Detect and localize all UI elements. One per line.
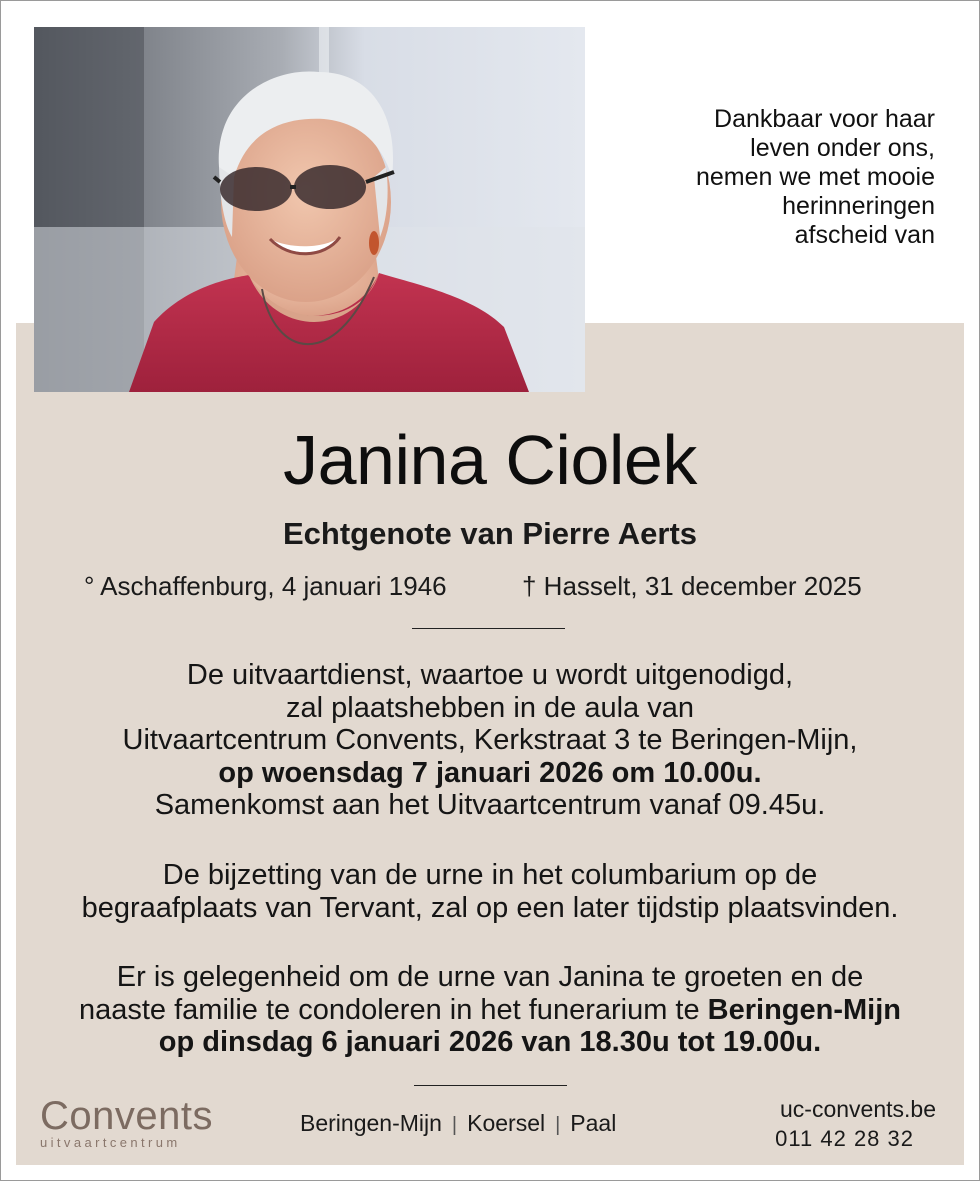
divider-top [412,628,565,629]
birth-date: ° Aschaffenburg, 4 januari 1946 [84,571,447,601]
death-date: † Hasselt, 31 december 2025 [522,571,862,601]
visitation-line [20,994,960,1027]
locations-list [300,1108,680,1140]
portrait-photo [34,27,585,392]
intro-line: afscheid van [794,221,935,249]
intro-line: Dankbaar voor haar [714,105,935,133]
visitation-block [20,961,960,1059]
intro-line: nemen we met mooie [695,163,935,191]
location-item: Paal [570,1110,617,1136]
service-line: De uitvaartdienst, waartoe u wordt uitgenodigd, [186,659,794,691]
burial-line: begraafplaats van Tervant, zal op een later tijdstip plaatsvinden. [81,891,899,924]
intro-line: leven onder ons, [750,134,935,162]
visitation-date: op dinsdag 6 januari 2026 van 18.30u tot 19.00u. [158,1026,822,1058]
burial-block [20,859,960,924]
deceased-name: Janina Ciolek [283,421,697,499]
website-link[interactable]: uc-convents.be [780,1096,936,1122]
location-separator: | [451,1114,458,1136]
contact-info [736,1094,936,1154]
intro-text [615,105,935,250]
burial-line: De bijzetting van de urne in het columbarium op de [162,859,818,891]
visitation-place: Beringen-Mijn [707,993,902,1026]
logo-word: Convents [40,1094,213,1138]
service-line: zal plaatshebben in de aula van [286,691,694,724]
location-item: Koersel [467,1110,546,1136]
convents-logo [40,1094,240,1154]
service-line: Uitvaartcentrum Convents, Kerkstraat 3 te Beringen-Mijn, [122,724,858,756]
spouse-line: Echtgenote van Pierre Aerts [282,516,698,551]
service-line: Samenkomst aan het Uitvaartcentrum vanaf 09.45u. [154,789,826,821]
visitation-line-bold [20,1026,960,1059]
logo-subtitle: uitvaartcentrum [40,1135,181,1150]
life-dates [0,570,980,604]
intro-line: herinneringen [782,192,935,220]
location-separator: | [555,1114,561,1136]
service-block [20,659,960,822]
divider-bottom [414,1085,567,1086]
service-line-bold [20,757,960,790]
visitation-text: naaste familie te condoleren in het funerarium te [78,993,708,1026]
phone-number: 011 42 28 32 [775,1126,914,1151]
visitation-line: Er is gelegenheid om de urne van Janina te groeten en de [116,961,864,993]
location-item: Beringen-Mijn [300,1110,442,1136]
service-date: op woensdag 7 januari 2026 om 10.00u. [218,756,762,789]
